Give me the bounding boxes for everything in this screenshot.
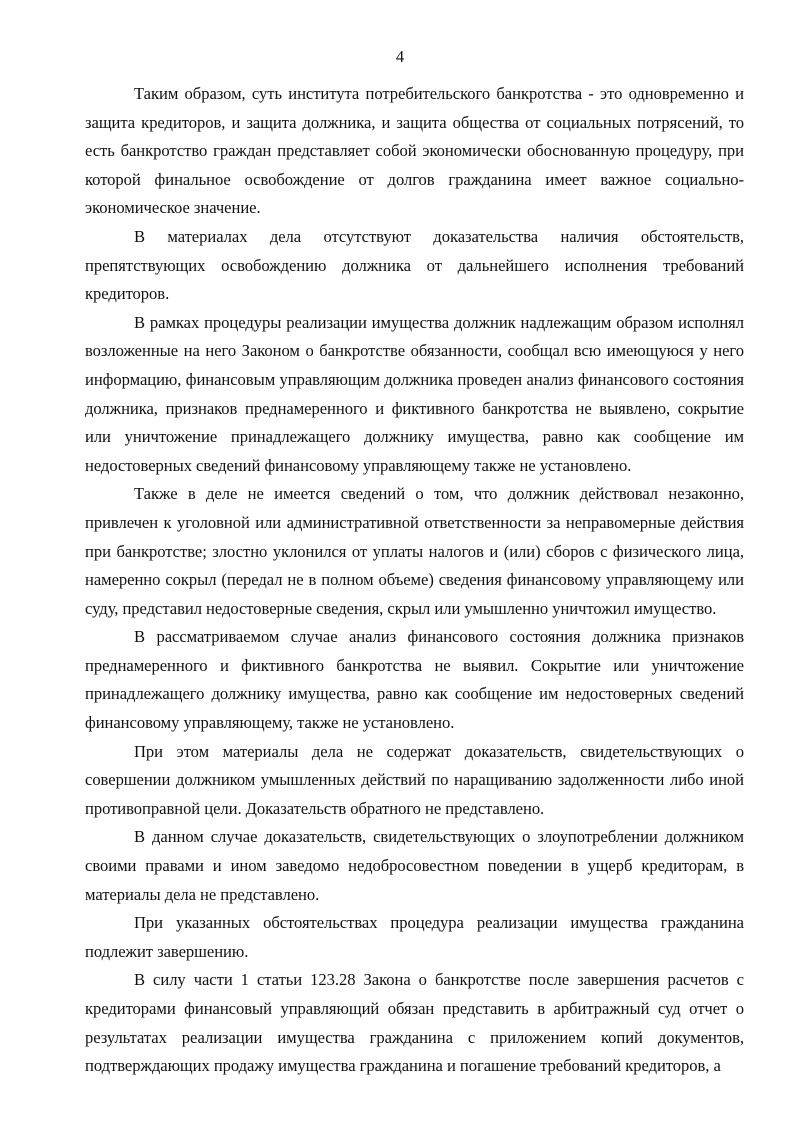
paragraph-no-obstacles: В материалах дела отсутствуют доказательства наличия обстоятельств, препятствующих освобождению должника от дальнейшего исполнения требований кредиторов. [85, 226, 744, 304]
paragraph-consumer-bankruptcy-essence: Таким образом, суть института потребительского банкротства - это одновременно и защита кредиторов, и защита должника, и защита общества от социальных потрясений, то есть банкротство граждан представляет собой экономически обоснованную процедуру, при которой финальное освобождение от долгов гражданина имеет важное социально-экономическое значение. [85, 84, 744, 218]
paragraph-debtor-obligations: В рамках процедуры реализации имущества должник надлежащим образом исполнял возложенные на него Законом о банкротстве обязанности, сообщал всю имеющуюся у него информацию, финансовым управляющим должника проведен анализ финансового состояния должника, признаков преднамеренного и фиктивного банкротства не выявлено, сокрытие или уничтожение принадлежащего должнику имущества, равно как сообщение им недостоверных сведений финансовому управляющему также не установлено. [85, 312, 744, 475]
paragraph-no-intentional-debt: При этом материалы дела не содержат доказательств, свидетельствующих о совершении должником умышленных действий по наращиванию задолженности либо иной противоправной цели. Доказательств обратного не представлено. [85, 741, 744, 818]
paragraph-financial-analysis: В рассматриваемом случае анализ финансового состояния должника признаков преднамеренного и фиктивного банкротства не выявил. Сокрытие или уничтожение принадлежащего должнику имущества, равно как сообщение им недостоверных сведений финансовому управляющему, также не установлено. [85, 627, 744, 733]
page-number: 4 [395, 47, 405, 66]
paragraph-no-abuse-of-rights: В данном случае доказательств, свидетельствующих о злоупотреблении должником своими правами и ином заведомо недобросовестном поведении в ущерб кредиторам, в материалы дела не представлено. [85, 827, 744, 904]
document-body [85, 80, 744, 1081]
paragraph-article-123-28: В силу части 1 статьи 123.28 Закона о банкротстве после завершения расчетов с кредиторами финансовый управляющий обязан представить в арбитражный суд отчет о результатах реализации имущества гражданина с приложением копий документов, подтверждающих продажу имущества гражданина и погашение требований кредиторов, а [85, 970, 744, 1076]
paragraph-no-illegal-actions: Также в деле не имеется сведений о том, что должник действовал незаконно, привлечен к уголовной или административной ответственности за неправомерные действия при банкротстве; злостно уклонился от уплаты налогов и (или) сборов с физического лица, намеренно сокрыл (передал не в полном объеме) сведения финансовому управляющему или суду, представил недостоверные сведения, скрыл или умышленно уничтожил имущество. [85, 484, 744, 618]
paragraph-procedure-completion: При указанных обстоятельствах процедура реализации имущества гражданина подлежит завершению. [85, 913, 744, 961]
